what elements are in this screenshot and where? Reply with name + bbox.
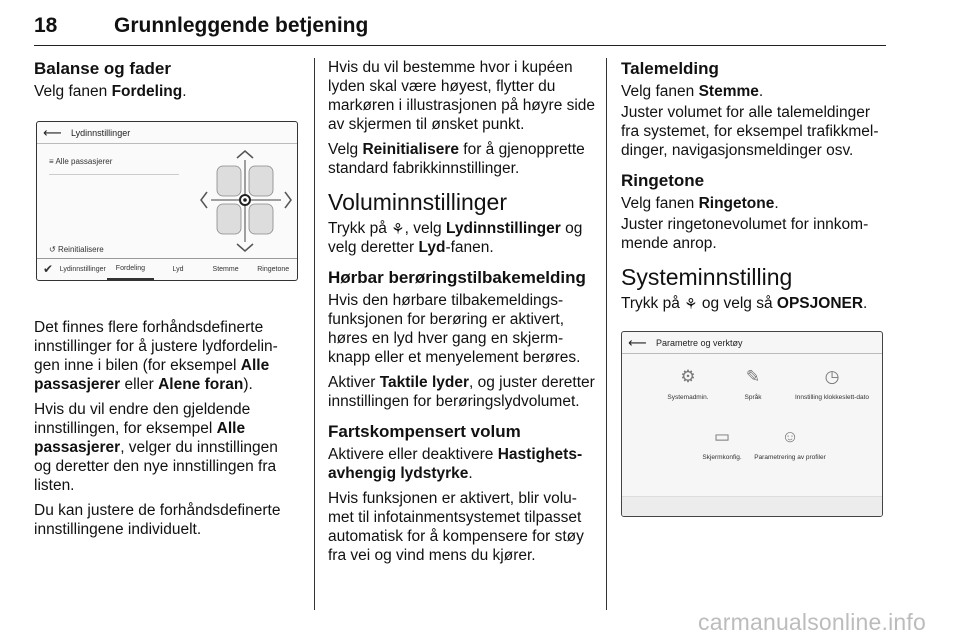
language-item: ✎ Språk bbox=[728, 366, 778, 407]
seat-icon bbox=[217, 204, 241, 234]
screen-title: Lydinnstillinger bbox=[71, 128, 131, 138]
tab-bar bbox=[37, 258, 297, 280]
paragraph: Juster ringetonevolumet for innkommende anrop. bbox=[621, 216, 869, 252]
paragraph: Hvis den hørbare tilbakemeldingsfunksjonen for berøring er aktivert, høres en lyd hver gang en skjermknapp eller et menyelement berøres. bbox=[328, 292, 581, 366]
user-icon: ☺ bbox=[781, 427, 799, 446]
paragraph: Juster volumet for alle talemeldinger fra systemet, for eksempel trafikkmeldinger, navigasjonsmeldinger osv. bbox=[621, 104, 879, 159]
column-1 bbox=[34, 58, 298, 545]
column-2 bbox=[328, 58, 596, 571]
screen-title-bar bbox=[622, 332, 882, 354]
heading-volume-settings: Voluminnstillinger bbox=[328, 189, 507, 215]
tab-sound-settings: Lydinnstillinger bbox=[59, 266, 106, 273]
paragraph: Trykk på ⚘ og velg så OPSJONER. bbox=[621, 295, 868, 313]
heading-speed-volume: Fartskompensert volum bbox=[328, 422, 521, 441]
chevron-right-icon bbox=[285, 192, 291, 208]
paragraph: Velg Reinitialisere for å gjenopprette standard fabrikkinnstillinger. bbox=[328, 141, 585, 177]
reset-item: ↺ Reinitialisere bbox=[49, 245, 104, 254]
watermark: carmanualsonline.info bbox=[698, 609, 926, 635]
profile-settings-item: ☺ Parametrering av profiler bbox=[750, 426, 830, 467]
column-divider bbox=[606, 58, 607, 610]
paragraph: Hvis du vil endre den gjeldende innstillingen, for eksempel Alle passasjerer, velger du innstillingen og deretter den nye innstillingen fra listen. bbox=[34, 401, 278, 494]
tab-voice: Stemme bbox=[212, 266, 239, 273]
paragraph: Hvis funksjonen er aktivert, blir volumet til infotainmentsystemet tilpasset automatisk for å kompensere for støy fra vei og vind mens du kjører. bbox=[328, 490, 584, 564]
paragraph: Du kan justere de forhåndsdefinerte innstillingene individuelt. bbox=[34, 502, 281, 538]
time-date-item: ◷ Innstilling klokkeslett-dato bbox=[782, 366, 882, 407]
page-number: 18 bbox=[34, 14, 58, 37]
arrow-left-icon: ⟵ bbox=[628, 335, 647, 350]
seat-icon bbox=[249, 166, 273, 196]
check-icon: ✔ bbox=[42, 262, 54, 276]
parameters-tools-screenshot bbox=[621, 331, 883, 517]
screen-title: Parametre og verktøy bbox=[656, 338, 743, 348]
paragraph: Det finnes flere forhåndsdefinerte innstillinger for å justere lydfordelingen inne i bilen (for eksempel Alle passasjerer eller Alene foran). bbox=[34, 319, 278, 393]
tab-ringtone: Ringetone bbox=[257, 266, 290, 273]
heading-touch-feedback: Hørbar berøringstilbakemelding bbox=[328, 268, 586, 287]
paragraph: Hvis du vil bestemme hvor i kupéen lyden skal være høyest, flytter du markøren i illustrasjonen på høyre side av skjermen til ønsket punkt. bbox=[328, 59, 596, 133]
paragraph: Trykk på ⚘, velg Lydinnstillinger og velg deretter Lyd-fanen. bbox=[328, 220, 583, 256]
heading-voice-message: Talemelding bbox=[621, 59, 719, 78]
paragraph: Aktiver Taktile lyder, og juster deretter innstillingen for berøringslydvolumet. bbox=[328, 374, 595, 410]
gears-icon: ⚙ bbox=[680, 367, 696, 386]
clock-calendar-icon: ◷ bbox=[824, 367, 840, 386]
arrow-left-icon: ⟵ bbox=[43, 125, 62, 140]
page-title: Grunnleggende betjening bbox=[114, 14, 369, 37]
settings-icon: ⚘ bbox=[391, 221, 405, 238]
heading-ringtone: Ringetone bbox=[621, 171, 705, 190]
screen-title-bar bbox=[37, 122, 297, 144]
heading-system-settings: Systeminnstilling bbox=[621, 264, 793, 290]
paragraph: Velg fanen Fordeling. bbox=[34, 83, 187, 100]
tab-sound: Lyd bbox=[172, 266, 184, 273]
screen-config-item: ▭ Skjermkonfig. bbox=[692, 426, 752, 467]
seat-icon bbox=[217, 166, 241, 196]
screen-bottom-bar bbox=[622, 496, 882, 516]
heading-balance-fader: Balanse og fader bbox=[34, 59, 171, 78]
system-admin-item: ⚙ Systemadmin. bbox=[658, 366, 718, 407]
speech-icon: ✎ bbox=[745, 367, 761, 386]
monitor-icon: ▭ bbox=[713, 427, 731, 446]
column-divider bbox=[314, 58, 315, 610]
chevron-up-icon bbox=[237, 151, 253, 158]
preset-item: ≡ Alle passasjerer bbox=[49, 152, 179, 175]
chevron-down-icon bbox=[237, 244, 253, 251]
tab-distribution: Fordeling bbox=[107, 259, 155, 280]
seat-balance-illustration bbox=[197, 144, 297, 256]
column-3 bbox=[621, 58, 891, 517]
paragraph: Velg fanen Ringetone. bbox=[621, 195, 779, 212]
seat-icon bbox=[249, 204, 273, 234]
paragraph: Aktivere eller deaktivere Hastighetsavhengig lydstyrke. bbox=[328, 446, 583, 482]
settings-icon: ⚘ bbox=[684, 296, 698, 313]
page-header bbox=[34, 8, 886, 46]
sound-settings-screenshot bbox=[36, 121, 298, 281]
paragraph: Velg fanen Stemme. bbox=[621, 83, 764, 100]
chevron-left-icon bbox=[201, 192, 207, 208]
